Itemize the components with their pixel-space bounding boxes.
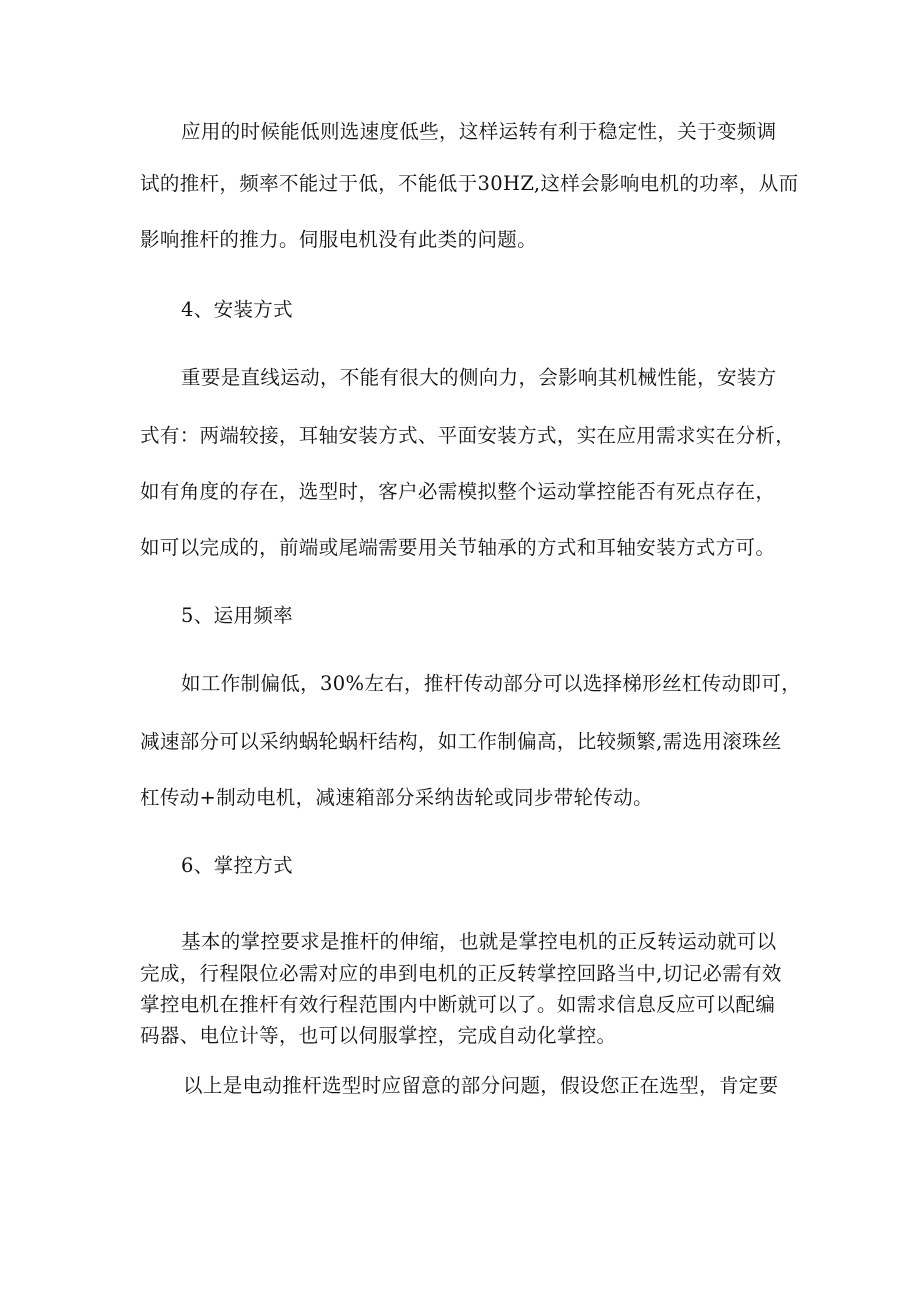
paragraph-line: 基本的掌控要求是推杆的伸缩，也就是掌控电机的正反转运动就可以	[181, 930, 777, 953]
paragraph-line: 如工作制偏低，30%左右，推杆传动部分可以选择梯形丝杠传动即可，	[181, 672, 802, 695]
section-heading-frequency: 5、运用频率	[181, 604, 294, 627]
paragraph-line: 如可以完成的，前端或尾端需要用关节轴承的方式和耳轴安装方式方可。	[140, 536, 776, 559]
paragraph-line: 减速部分可以采纳蜗轮蜗杆结构，如工作制偏高，比较频繁,需选用滚珠丝	[140, 730, 782, 753]
paragraph-line: 如有角度的存在，选型时，客户必需模拟整个运动掌控能否有死点存在，	[140, 480, 776, 503]
paragraph-line: 杠传动+制动电机，减速箱部分采纳齿轮或同步带轮传动。	[140, 786, 653, 809]
paragraph-line: 重要是直线运动，不能有很大的侧向力，会影响其机械性能，安装方	[181, 366, 777, 389]
section-heading-control: 6、掌控方式	[181, 854, 294, 877]
paragraph-line: 影响推杆的推力。伺服电机没有此类的问题。	[140, 228, 538, 251]
paragraph-line: 试的推杆，频率不能过于低，不能低于30HZ,这样会影响电机的功率，从而	[140, 172, 799, 195]
paragraph-line: 掌控电机在推杆有效行程范围内中断就可以了。如需求信息反应可以配编	[140, 993, 776, 1016]
paragraph-line: 码器、电位计等，也可以伺服掌控，完成自动化掌控。	[140, 1024, 617, 1047]
paragraph-line: 完成，行程限位必需对应的串到电机的正反转掌控回路当中,切记必需有效	[140, 962, 782, 985]
paragraph-line: 应用的时候能低则选速度低些，这样运转有利于稳定性，关于变频调	[181, 120, 777, 143]
paragraph-line: 式有：两端较接，耳轴安装方式、平面安装方式，实在应用需求实在分析，	[140, 424, 796, 447]
section-heading-install: 4、安装方式	[181, 298, 294, 321]
paragraph-line: 以上是电动推杆选型时应留意的部分问题，假设您正在选型，肯定要	[183, 1074, 779, 1097]
